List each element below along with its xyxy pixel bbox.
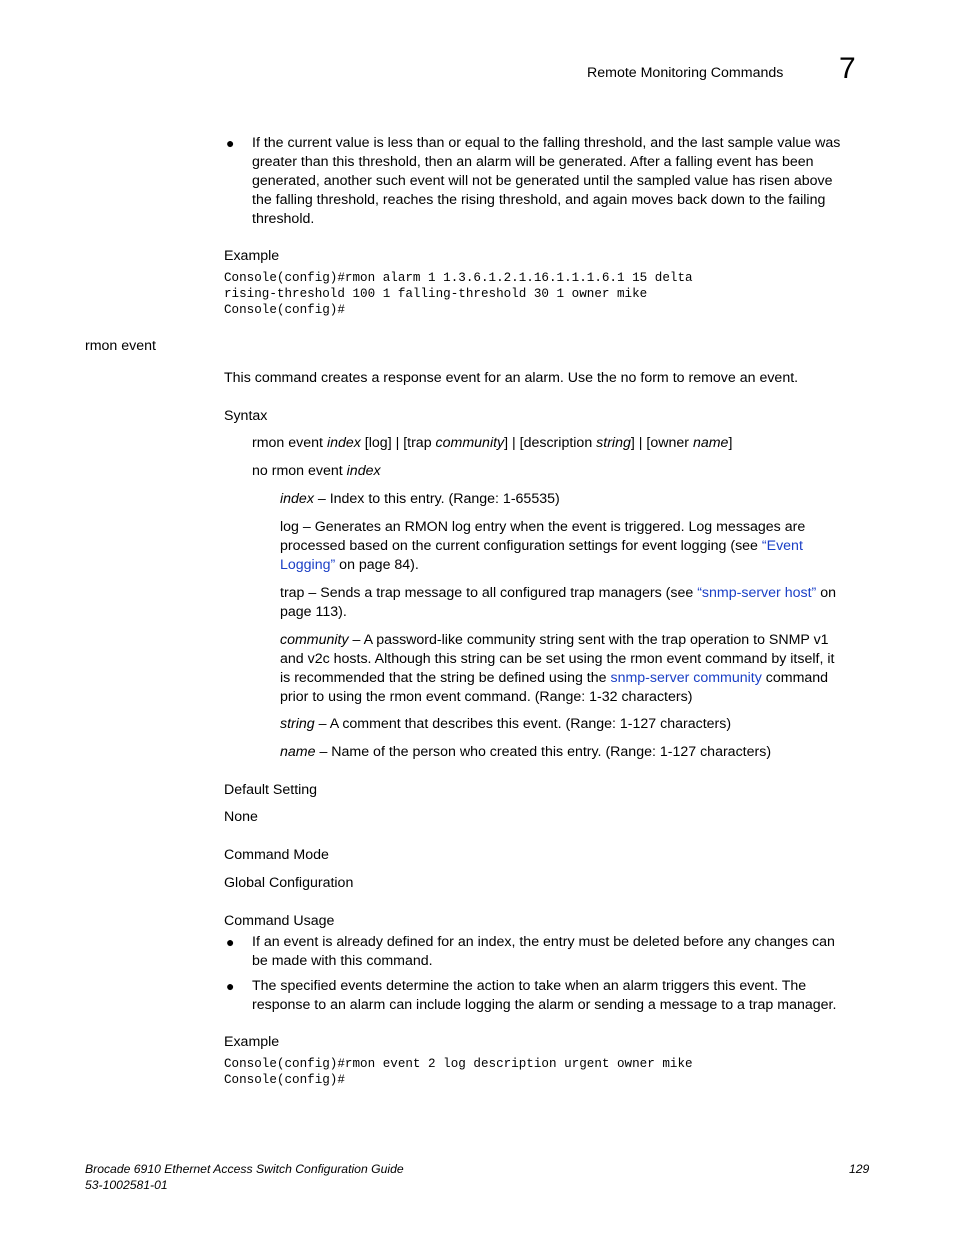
param-index — [280, 490, 560, 509]
description-keyword: no — [620, 370, 637, 386]
param-desc: on page 84). — [335, 557, 419, 573]
punct: ] | [ — [504, 435, 524, 451]
top-bullet-text — [252, 134, 840, 229]
example-heading: Example — [224, 1034, 280, 1050]
keyword: rmon event — [252, 435, 323, 451]
event-logging-link[interactable]: Logging” — [280, 557, 336, 573]
punct: ] — [728, 435, 733, 451]
keyword: owner — [650, 435, 689, 451]
param-desc: – Generates an RMON log entry when the event is triggered. Log messages are — [298, 519, 806, 535]
syntax-line-no — [252, 462, 381, 481]
chapter-number: 7 — [839, 52, 856, 85]
code-line: rising-threshold 100 1 falling-threshold 30 1 owner mike — [224, 287, 648, 301]
param-desc: command — [761, 670, 829, 686]
description-text: form to remove an event. — [636, 370, 799, 386]
param-term: index — [280, 491, 314, 507]
default-setting-value: None — [224, 809, 258, 825]
event-logging-link[interactable]: “Event — [761, 538, 803, 554]
param-term: string — [280, 716, 315, 732]
param-log — [280, 518, 805, 575]
param: index — [326, 435, 361, 451]
footer-page-number: 129 — [849, 1162, 870, 1176]
param-desc: command by itself, it — [701, 651, 835, 667]
text-line: the falling threshold, reaches the rising threshold, and again moves back down to the failing — [252, 192, 826, 208]
param-desc: on — [816, 585, 836, 601]
param-term: community — [280, 632, 349, 648]
code-line: Console(config)# — [224, 1073, 345, 1087]
keyword: log — [368, 435, 388, 451]
description-text: This command creates a response event for an alarm. Use the — [224, 370, 621, 386]
param-desc: – A password-like community string sent with the trap operation to SNMP v1 — [348, 632, 829, 648]
param: name — [692, 435, 729, 451]
command-mode-value: Global Configuration — [224, 875, 354, 891]
param: string — [596, 435, 631, 451]
param-desc: prior to using the rmon event command. (Range: 1-32 characters) — [280, 689, 693, 705]
text-line: greater than this threshold, then an alarm will be generated. After a falling event has been — [252, 154, 814, 170]
text-line: threshold. — [252, 211, 315, 227]
usage-bullet — [252, 977, 836, 1015]
param-desc: – Index to this entry. (Range: 1-65535) — [313, 491, 560, 507]
param-string — [280, 715, 731, 734]
text-line: If an event is already defined for an index, the entry must be deleted before any changes can — [252, 934, 835, 950]
param-desc: processed based on the current configuration settings for event logging (see — [280, 538, 762, 554]
punct: [ — [360, 435, 369, 451]
command-description — [224, 369, 798, 388]
code-block — [224, 270, 693, 318]
running-header: Remote Monitoring Commands — [587, 65, 784, 81]
footer-doc-number: 53-1002581-01 — [85, 1178, 168, 1192]
param-desc: – A comment that describes this event. (Range: 1-127 characters) — [314, 716, 732, 732]
keyword: trap — [407, 435, 432, 451]
param-desc: – Name of the person who created this entry. (Range: 1-127 characters) — [315, 744, 772, 760]
punct: ] | [ — [630, 435, 651, 451]
param: community — [435, 435, 505, 451]
snmp-server-community-link[interactable]: snmp-server community — [610, 670, 762, 686]
code-line: Console(config)# — [224, 303, 345, 317]
footer-doc-title: Brocade 6910 Ethernet Access Switch Configuration Guide — [85, 1162, 404, 1176]
example-heading: Example — [224, 248, 280, 264]
keyword: description — [523, 435, 593, 451]
code-line: Console(config)#rmon event 2 log description urgent owner mike — [224, 1057, 693, 1071]
keyword: no rmon event — [252, 463, 343, 479]
text-line: generated, another such event will not be generated until the sampled value has risen above — [252, 173, 833, 189]
syntax-heading: Syntax — [224, 408, 268, 424]
default-setting-heading: Default Setting — [224, 782, 318, 798]
snmp-server-host-link[interactable]: “snmp-server host” — [697, 585, 817, 601]
text-line: The specified events determine the action to take when an alarm triggers this event. The — [252, 978, 807, 994]
bullet-icon: ● — [226, 978, 235, 994]
param-name — [280, 743, 771, 762]
param-term: log — [280, 519, 299, 535]
param-desc: is recommended that the string be defined using the — [280, 670, 611, 686]
command-usage-heading: Command Usage — [224, 913, 335, 929]
param-trap — [280, 584, 836, 622]
syntax-line — [252, 434, 732, 453]
param-desc: page 113). — [280, 604, 347, 620]
text-line: be made with this command. — [252, 953, 433, 969]
code-block — [224, 1056, 693, 1088]
command-mode-heading: Command Mode — [224, 847, 329, 863]
text-line: response to an alarm can include logging the alarm or sending a message to a trap manager. — [252, 997, 837, 1013]
bullet-icon: ● — [226, 934, 235, 950]
command-title: rmon event — [85, 338, 156, 354]
param-desc: and v2c hosts. Although this string can be set using the — [280, 651, 631, 667]
text-line: If the current value is less than or equal to the falling threshold, and the last sample value was — [252, 135, 841, 151]
code-line: Console(config)#rmon alarm 1 1.3.6.1.2.1.16.1.1.1.6.1 15 delta — [224, 271, 693, 285]
usage-bullet — [252, 933, 835, 971]
param-term: name — [280, 744, 316, 760]
param-desc: – Sends a trap message to all configured trap managers (see — [304, 585, 698, 601]
punct: ] | [ — [387, 435, 408, 451]
keyword: rmon event — [630, 651, 702, 667]
param-term: trap — [280, 585, 305, 601]
bullet-icon: ● — [226, 135, 235, 151]
param-community — [280, 631, 834, 707]
param: index — [346, 463, 381, 479]
